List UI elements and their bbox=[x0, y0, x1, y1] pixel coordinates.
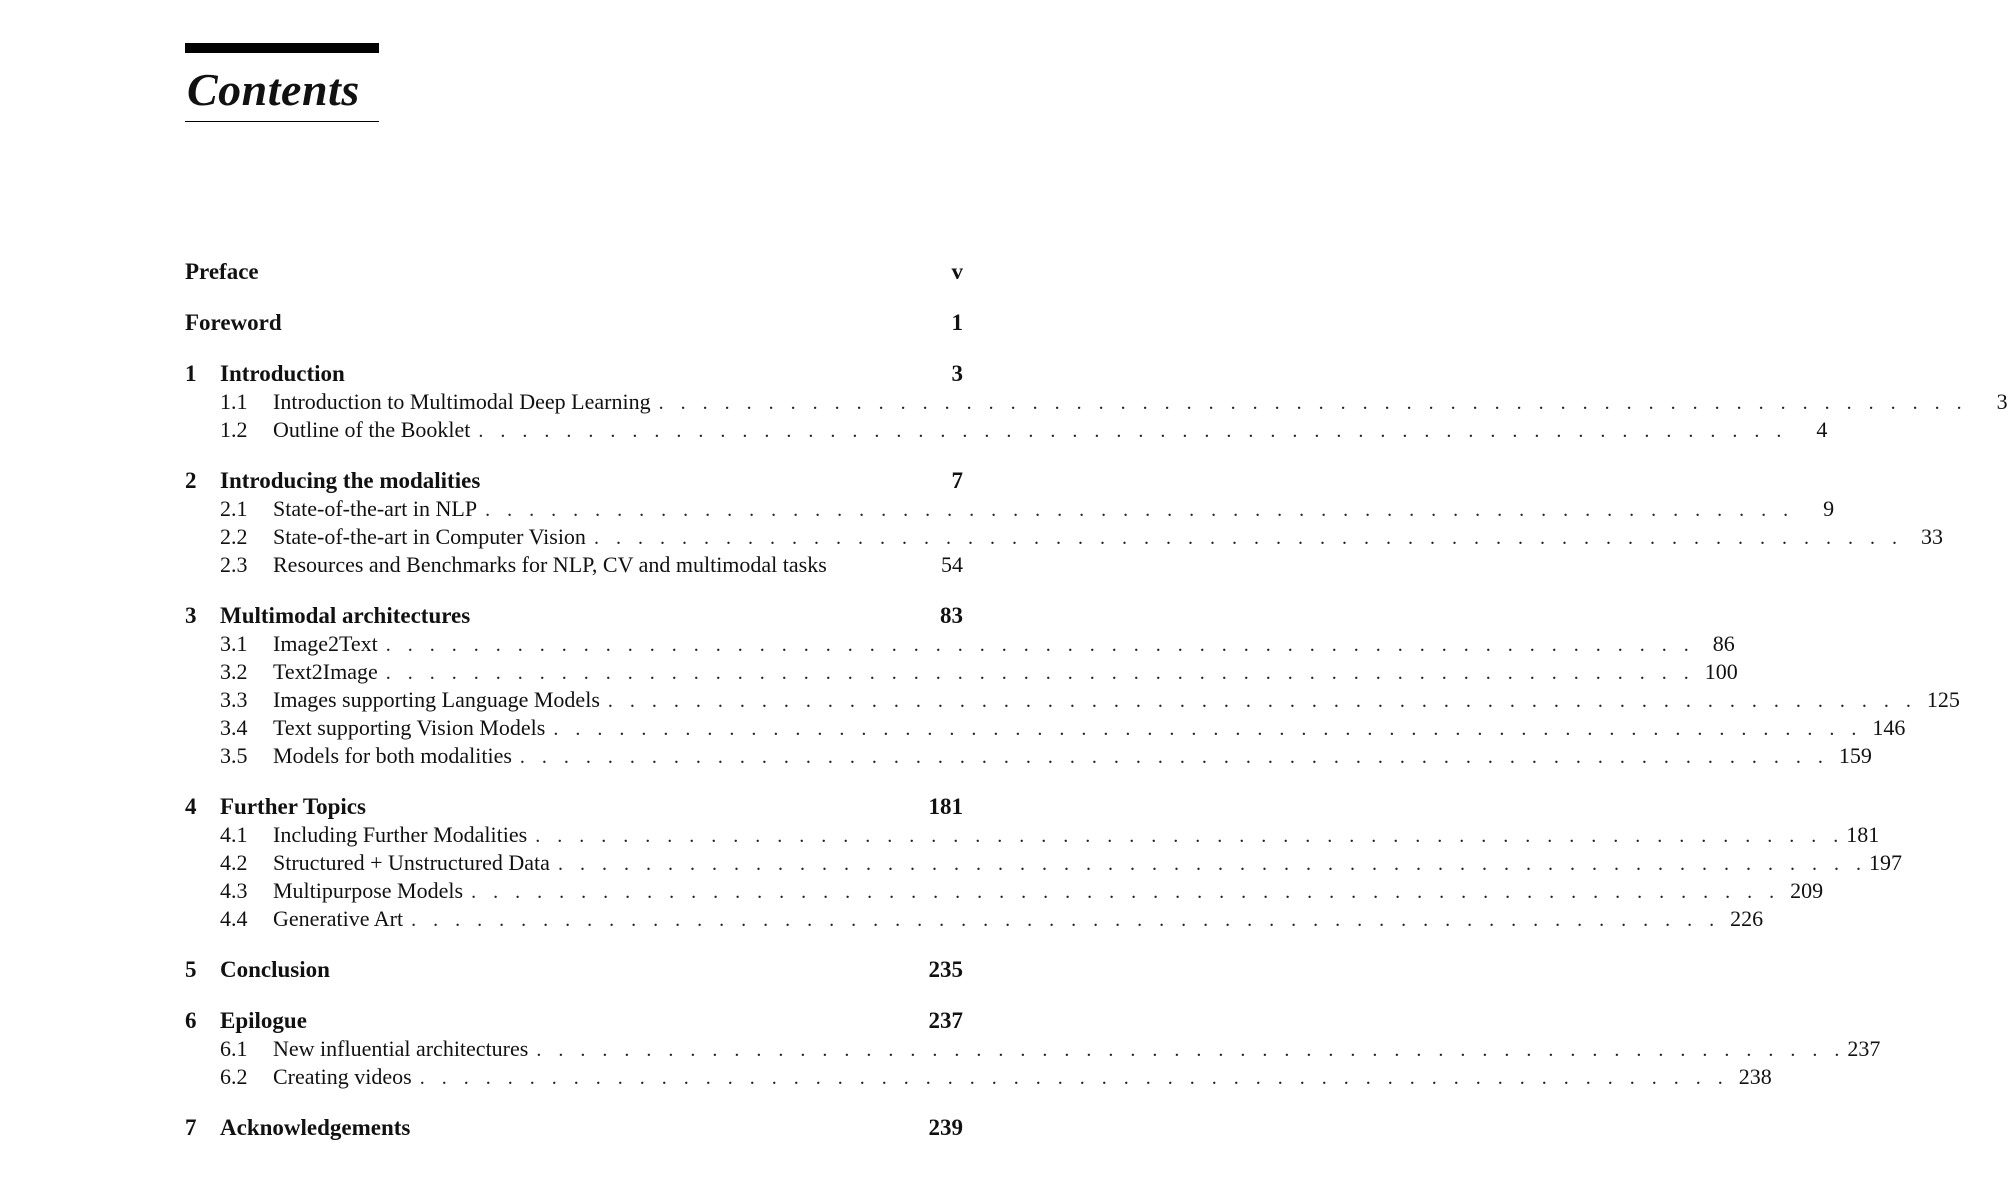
section-number: 3.2 bbox=[220, 659, 248, 684]
section-title: State-of-the-art in NLP bbox=[273, 496, 478, 521]
page-title: Contents bbox=[187, 64, 360, 115]
section-title: Outline of the Booklet bbox=[273, 417, 471, 442]
chapter-page: 181 bbox=[928, 794, 963, 819]
section-page: 209 bbox=[1790, 878, 1824, 903]
section-page: 54 bbox=[941, 552, 963, 577]
contents-heading bbox=[185, 43, 379, 122]
dot-leader: . . . . . . . . . . . . . . . . . . . . . . . . . . . . . . . . . . . . . . . . . . . . . . . . . . . . . . . . . . . . bbox=[385, 662, 1695, 684]
section-title: Structured + Unstructured Data bbox=[273, 850, 550, 875]
section-page: 9 bbox=[1823, 496, 1835, 521]
toc-section-entry[interactable] bbox=[185, 658, 1738, 686]
toc-chapter-entry[interactable] bbox=[185, 602, 963, 630]
section-page: 3 bbox=[1996, 389, 2008, 414]
chapter-title: Introduction bbox=[220, 361, 345, 386]
toc-entry-label: Foreword bbox=[185, 310, 282, 335]
chapter-number: 2 bbox=[185, 468, 197, 493]
dot-leader: . . . . . . . . . . . . . . . . . . . . . . . . . . . . . . . . . . . . . . . . . . . . . . . . . . . . . . . . . . . . bbox=[419, 1067, 1729, 1089]
section-page: 4 bbox=[1816, 417, 1828, 442]
dot-leader: . . . . . . . . . . . . . . . . . . . . . . . . . . . . . . . . . . . . . . . . . . . . . . . . . . . . . . . . . . . . bbox=[478, 420, 1788, 442]
toc-section-entry[interactable] bbox=[185, 877, 1824, 905]
section-number: 2.2 bbox=[220, 524, 248, 549]
section-page: 100 bbox=[1704, 659, 1738, 684]
section-title: Text supporting Vision Models bbox=[273, 715, 546, 740]
section-page: 237 bbox=[1847, 1036, 1881, 1061]
chapter-group bbox=[185, 1114, 963, 1142]
dot-leader: . . . . . . . . . . . . . . . . . . . . . . . . . . . . . . . . . . . . . . . . . . . . . . . . . . . . . . . . . . . . bbox=[385, 634, 1695, 656]
title-rule bbox=[185, 121, 379, 122]
chapter-title: Multimodal architectures bbox=[220, 603, 471, 628]
dot-leader: . . . . . . . . . . . . . . . . . . . . . . . . . . . . . . . . . . . . . . . . . . . . . . . . . . . . . . . . . . . . bbox=[411, 909, 1721, 931]
section-page: 125 bbox=[1926, 687, 1960, 712]
chapter-group bbox=[185, 602, 1960, 770]
toc-section-entry[interactable] bbox=[185, 849, 1902, 877]
dot-leader: . . . . . . . . . . . . . . . . . . . . . . . . . . . . . . . . . . . . . . . . . . . . . . . . . . . . . . . . . . . . bbox=[471, 881, 1781, 903]
toc-entry-preface[interactable] bbox=[185, 258, 963, 286]
dot-leader: . . . . . . . . . . . . . . . . . . . . . . . . . . . . . . . . . . . . . . . . . . . . . . . . . . . . . . . . . . . . bbox=[557, 853, 1867, 875]
section-title: New influential architectures bbox=[273, 1036, 529, 1061]
section-page: 33 bbox=[1920, 524, 1943, 549]
chapter-group bbox=[185, 1007, 1881, 1091]
section-number: 2.1 bbox=[220, 496, 248, 521]
toc-section-entry[interactable] bbox=[185, 1063, 1772, 1091]
dot-leader: . . . . . . . . . . . . . . . . . . . . . . . . . . . . . . . . . . . . . . . . . . . . . . . . . . . . . . . . . . . . bbox=[553, 718, 1863, 740]
chapter-page: 235 bbox=[928, 957, 963, 982]
chapter-number: 1 bbox=[185, 361, 197, 386]
section-page: 86 bbox=[1712, 631, 1735, 656]
dot-leader: . . . . . . . . . . . . . . . . . . . . . . . . . . . . . . . . . . . . . . . . . . . . . . . . . . . . . . . . . . . . bbox=[519, 746, 1829, 768]
toc-section-entry[interactable] bbox=[185, 388, 2008, 416]
chapter-number: 4 bbox=[185, 794, 197, 819]
section-number: 3.3 bbox=[220, 687, 248, 712]
toc-section-entry[interactable] bbox=[185, 714, 1906, 742]
toc-section-entry[interactable] bbox=[185, 495, 1835, 523]
chapter-number: 5 bbox=[185, 957, 197, 982]
section-page: 197 bbox=[1868, 850, 1902, 875]
toc-section-entry[interactable] bbox=[185, 742, 1872, 770]
toc-chapter-entry[interactable] bbox=[185, 360, 963, 388]
toc-chapter-entry[interactable] bbox=[185, 1114, 963, 1142]
section-number: 3.4 bbox=[220, 715, 248, 740]
toc-section-entry[interactable] bbox=[185, 630, 1735, 658]
section-number: 1.1 bbox=[220, 389, 248, 414]
table-of-contents bbox=[185, 258, 2008, 1142]
dot-leader: . . . . . . . . . . . . . . . . . . . . . . . . . . . . . . . . . . . . . . . . . . . . . . . . . . . . . . . . . . . . bbox=[658, 392, 1968, 414]
dot-leader: . . . . . . . . . . . . . . . . . . . . . . . . . . . . . . . . . . . . . . . . . . . . . . . . . . . . . . . . . . . . bbox=[607, 690, 1917, 712]
toc-entry-page: v bbox=[951, 259, 963, 284]
section-number: 4.1 bbox=[220, 822, 248, 847]
section-page: 181 bbox=[1846, 822, 1880, 847]
section-number: 2.3 bbox=[220, 552, 248, 577]
section-title: State-of-the-art in Computer Vision bbox=[273, 524, 586, 549]
section-title: Resources and Benchmarks for NLP, CV and multimodal tasks bbox=[273, 552, 827, 577]
chapter-group bbox=[185, 793, 1902, 933]
chapter-title: Epilogue bbox=[220, 1008, 307, 1033]
toc-section-entry[interactable] bbox=[185, 905, 1764, 933]
chapter-group bbox=[185, 956, 963, 984]
chapter-number: 3 bbox=[185, 603, 197, 628]
toc-chapter-entry[interactable] bbox=[185, 956, 963, 984]
section-title: Images supporting Language Models bbox=[273, 687, 600, 712]
section-number: 4.3 bbox=[220, 878, 248, 903]
toc-section-entry[interactable] bbox=[185, 821, 1880, 849]
chapter-page: 3 bbox=[951, 361, 963, 386]
section-title: Models for both modalities bbox=[273, 743, 512, 768]
section-number: 4.2 bbox=[220, 850, 248, 875]
toc-entry-page: 1 bbox=[951, 310, 963, 335]
chapter-title: Introducing the modalities bbox=[220, 468, 481, 493]
section-page: 226 bbox=[1730, 906, 1764, 931]
toc-section-entry[interactable] bbox=[185, 416, 1828, 444]
dot-leader: . . . . . . . . . . . . . . . . . . . . . . . . . . . . . . . . . . . . . . . . . . . . . . . . . . . . . . . . . . . . bbox=[536, 1039, 1846, 1061]
dot-leader: . . . . . . . . . . . . . . . . . . . . . . . . . . . . . . . . . . . . . . . . . . . . . . . . . . . . . . . . . . . . bbox=[593, 527, 1903, 549]
chapter-title: Acknowledgements bbox=[220, 1115, 411, 1140]
title-bar bbox=[185, 43, 379, 53]
section-title: Generative Art bbox=[273, 906, 404, 931]
toc-section-entry[interactable] bbox=[185, 1035, 1881, 1063]
section-page: 159 bbox=[1838, 743, 1872, 768]
toc-section-entry[interactable] bbox=[185, 551, 963, 579]
section-page: 146 bbox=[1872, 715, 1906, 740]
section-number: 1.2 bbox=[220, 417, 248, 442]
section-number: 6.2 bbox=[220, 1064, 248, 1089]
chapter-page: 83 bbox=[940, 603, 963, 628]
section-title: Introduction to Multimodal Deep Learning bbox=[273, 389, 651, 414]
section-number: 4.4 bbox=[220, 906, 248, 931]
section-number: 6.1 bbox=[220, 1036, 248, 1061]
chapter-group bbox=[185, 360, 2008, 444]
toc-chapter-entry[interactable] bbox=[185, 467, 963, 495]
chapter-title: Conclusion bbox=[220, 957, 330, 982]
chapter-page: 237 bbox=[928, 1008, 963, 1033]
section-title: Including Further Modalities bbox=[273, 822, 528, 847]
chapter-page: 7 bbox=[951, 468, 963, 493]
chapter-title: Further Topics bbox=[220, 794, 366, 819]
chapter-page: 239 bbox=[928, 1115, 963, 1140]
toc-entry-foreword[interactable] bbox=[185, 309, 963, 337]
dot-leader: . . . . . . . . . . . . . . . . . . . . . . . . . . . . . . . . . . . . . . . . . . . . . . . . . . . . . . . . . . . . bbox=[485, 499, 1795, 521]
section-title: Multipurpose Models bbox=[273, 878, 464, 903]
toc-chapter-entry[interactable] bbox=[185, 793, 963, 821]
chapter-number: 6 bbox=[185, 1008, 197, 1033]
toc-section-entry[interactable] bbox=[185, 523, 1943, 551]
toc-entry-label: Preface bbox=[185, 259, 259, 284]
section-title: Text2Image bbox=[273, 659, 378, 684]
dot-leader: . . . . . . . . . . . . . . . . . . . . . . . . . . . . . . . . . . . . . . . . . . . . . . . . . . . . . . . . . . . . bbox=[535, 825, 1845, 847]
toc-chapter-entry[interactable] bbox=[185, 1007, 963, 1035]
section-number: 3.1 bbox=[220, 631, 248, 656]
chapter-list bbox=[185, 360, 2008, 1142]
toc-section-entry[interactable] bbox=[185, 686, 1960, 714]
section-title: Creating videos bbox=[273, 1064, 412, 1089]
section-page: 238 bbox=[1738, 1064, 1772, 1089]
chapter-group bbox=[185, 467, 1943, 579]
section-title: Image2Text bbox=[273, 631, 378, 656]
section-number: 3.5 bbox=[220, 743, 248, 768]
chapter-number: 7 bbox=[185, 1115, 197, 1140]
